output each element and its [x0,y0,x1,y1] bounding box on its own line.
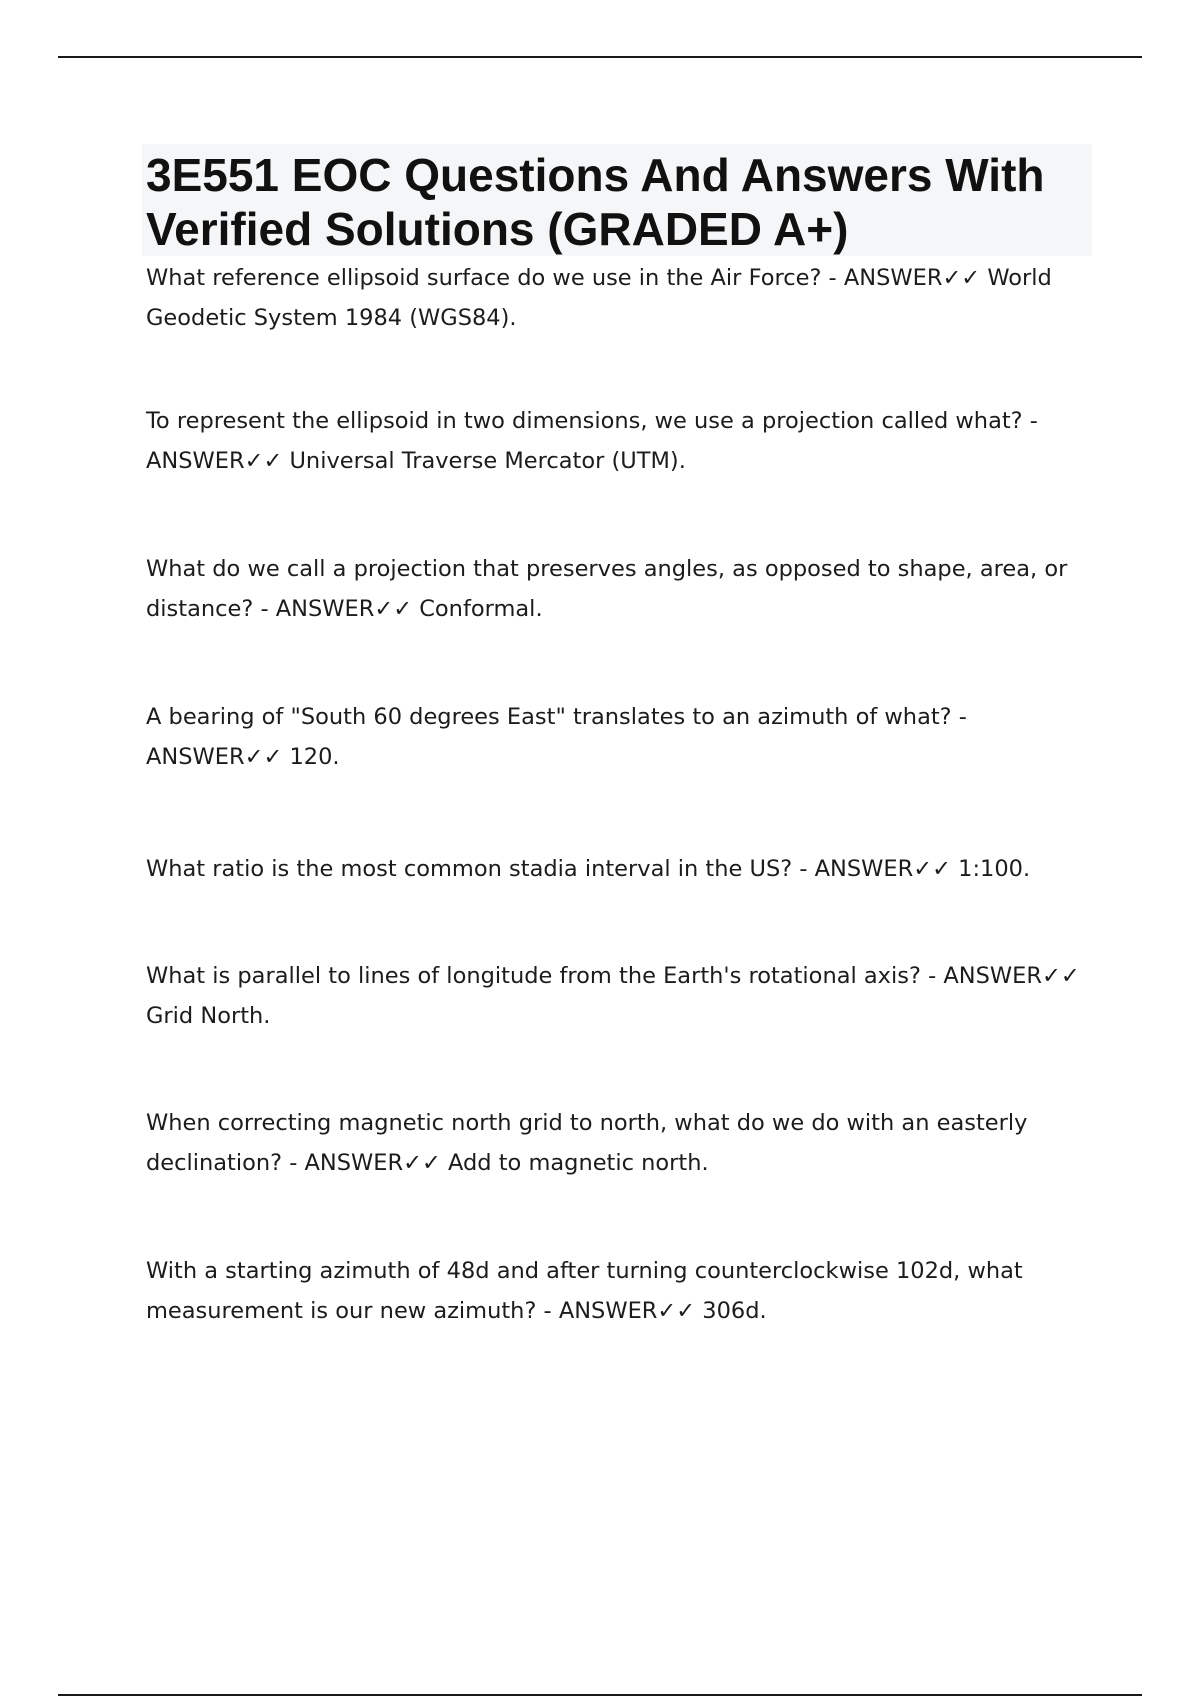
answer-label: ANSWER✓✓ [558,1298,696,1324]
answer-text: Grid North. [146,1003,271,1029]
answer-text: Add to magnetic north. [448,1150,709,1176]
question-text: When correcting magnetic north grid to north, what do we do with an easterly declination? [146,1110,1028,1176]
qa-item-6 [146,956,1096,1036]
answer-label: ANSWER✓✓ [304,1150,441,1176]
answer-separator: - [536,1298,559,1324]
answer-separator: - [253,596,276,622]
answer-separator: - [920,963,944,989]
answer-text: World Geodetic System 1984 (WGS84). [146,265,1052,331]
qa-item-2 [146,401,1096,481]
header-rule [58,56,1142,58]
qa-item-1 [146,258,1096,338]
qa-item-7 [146,1103,1096,1183]
answer-text: Universal Traverse Mercator (UTM). [289,448,686,474]
answer-label: ANSWER✓✓ [275,596,413,622]
qa-item-3 [146,549,1096,629]
answer-label: ANSWER✓✓ [146,744,283,770]
answer-text: 306d. [702,1298,767,1324]
question-text: To represent the ellipsoid in two dimensions, we use a projection called what? [146,408,1023,434]
qa-item-8 [146,1251,1096,1331]
answer-label: ANSWER✓✓ [146,448,283,474]
qa-item-4 [146,697,1096,777]
answer-label: ANSWER✓✓ [843,265,981,291]
question-text: A bearing of "South 60 degrees East" translates to an azimuth of what? [146,704,952,730]
question-text: What do we call a projection that preserves angles, as opposed to shape, area, or distance? [146,556,1068,622]
question-text: What is parallel to lines of longitude from the Earth's rotational axis? [146,963,921,989]
qa-item-5 [146,849,1096,889]
question-text: What reference ellipsoid surface do we use in the Air Force? [146,265,822,291]
answer-separator: - [282,1150,305,1176]
answer-text: Conformal. [419,596,543,622]
footer-rule [58,1694,1142,1696]
answer-separator: - [951,704,967,730]
answer-text: 1:100. [958,856,1031,882]
answer-label: ANSWER✓✓ [814,856,951,882]
document-title: 3E551 EOC Questions And Answers With Verified Solutions (GRADED A+) [146,149,1045,255]
answer-separator: - [792,856,815,882]
answer-text: 120. [289,744,340,770]
answer-separator: - [1022,408,1038,434]
answer-separator: - [821,265,844,291]
answer-label: ANSWER✓✓ [943,963,1080,989]
question-text: With a starting azimuth of 48d and after turning counterclockwise 102d, what measurement is our new azimuth? [146,1258,1023,1324]
question-text: What ratio is the most common stadia interval in the US? [146,856,793,882]
